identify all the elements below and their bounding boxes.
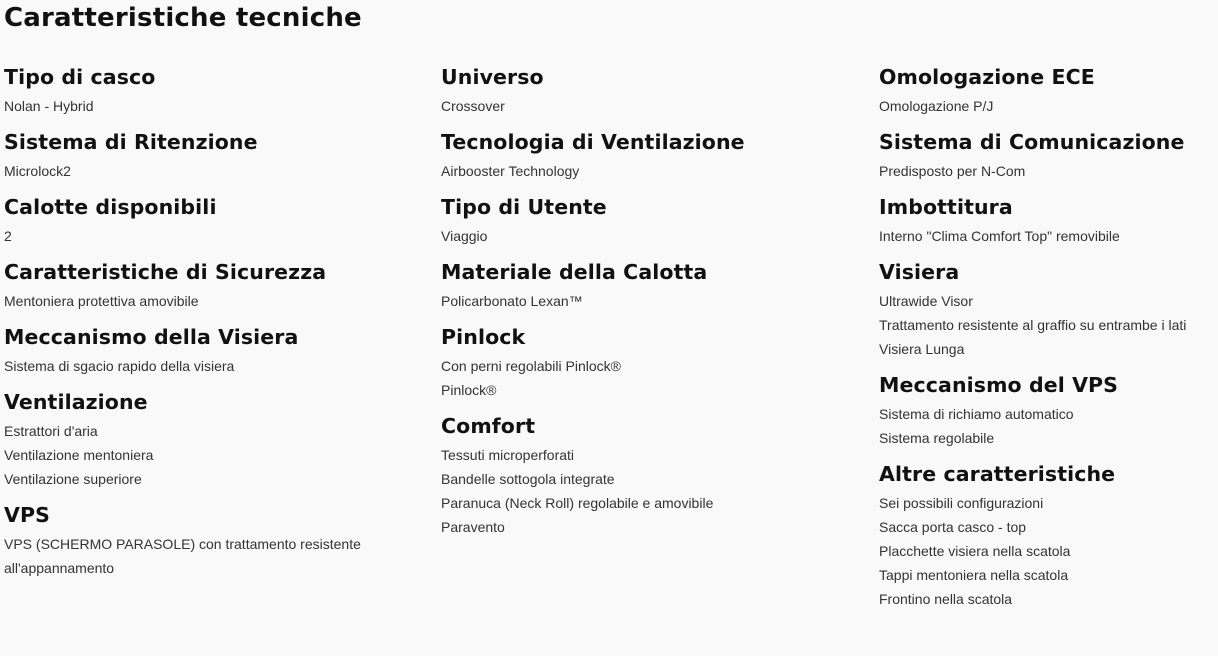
spec-title: Sistema di Ritenzione (4, 130, 258, 154)
spec-title: Tipo di casco (4, 65, 156, 89)
spec-title: Universo (441, 65, 544, 89)
spec-column (879, 62, 1218, 620)
spec-value: Paravento (441, 519, 505, 535)
spec-title: Altre caratteristiche (879, 462, 1116, 486)
spec-column (441, 62, 861, 548)
spec-value: Frontino nella scatola (879, 591, 1013, 607)
spec-section (879, 127, 1218, 183)
spec-title: Caratteristiche di Sicurezza (4, 260, 327, 284)
spec-section (4, 322, 424, 378)
spec-value-list (4, 532, 424, 580)
spec-value: Airbooster Technology (441, 163, 580, 179)
spec-value: Sei possibili configurazioni (879, 495, 1044, 511)
spec-section (4, 127, 424, 183)
spec-value-list (4, 224, 424, 248)
spec-value: Bandelle sottogola integrate (441, 471, 615, 487)
spec-value: Ventilazione superiore (4, 471, 142, 487)
spec-value: Ventilazione mentoniera (4, 447, 154, 463)
spec-value: Sistema regolabile (879, 430, 995, 446)
spec-value-list (879, 224, 1218, 248)
spec-value: Sacca porta casco - top (879, 519, 1027, 535)
spec-column (4, 62, 424, 589)
spec-value-list (441, 224, 861, 248)
spec-section (879, 62, 1218, 118)
spec-value: VPS (SCHERMO PARASOLE) con trattamento resistente (4, 536, 361, 552)
spec-value: Sistema di sgacio rapido della visiera (4, 358, 235, 374)
spec-value-list (4, 94, 424, 118)
spec-value-list (441, 159, 861, 183)
spec-value-list (441, 289, 861, 313)
spec-value-list (879, 289, 1218, 361)
spec-value: Ultrawide Visor (879, 293, 973, 309)
spec-value: Pinlock® (441, 382, 497, 398)
spec-section (441, 192, 861, 248)
spec-title: Omologazione ECE (879, 65, 1095, 89)
spec-title: VPS (4, 503, 50, 527)
spec-section (879, 192, 1218, 248)
spec-section (879, 257, 1218, 361)
spec-value: 2 (4, 228, 12, 244)
spec-section (441, 127, 861, 183)
spec-value: Mentoniera protettiva amovibile (4, 293, 199, 309)
spec-title: Pinlock (441, 325, 526, 349)
spec-value: Crossover (441, 98, 505, 114)
spec-section (441, 411, 861, 539)
spec-value: all'appannamento (4, 560, 115, 576)
spec-value-list (441, 354, 861, 402)
spec-value-list (4, 159, 424, 183)
spec-section (879, 459, 1218, 611)
spec-title: Meccanismo del VPS (879, 373, 1119, 397)
spec-value: Con perni regolabili Pinlock® (441, 358, 621, 374)
spec-value-list (879, 94, 1218, 118)
spec-title: Tipo di Utente (441, 195, 607, 219)
spec-value: Visiera Lunga (879, 341, 965, 357)
spec-value-list (879, 402, 1218, 450)
spec-value: Paranuca (Neck Roll) regolabile e amovibile (441, 495, 714, 511)
spec-title: Ventilazione (4, 390, 148, 414)
spec-section (879, 370, 1218, 450)
spec-section (4, 500, 424, 580)
spec-value: Predisposto per N-Com (879, 163, 1026, 179)
spec-title: Tecnologia di Ventilazione (441, 130, 745, 154)
spec-value: Omologazione P/J (879, 98, 994, 114)
spec-value: Viaggio (441, 228, 488, 244)
spec-value: Sistema di richiamo automatico (879, 406, 1074, 422)
spec-section (4, 257, 424, 313)
spec-value-list (4, 419, 424, 491)
spec-title: Sistema di Comunicazione (879, 130, 1185, 154)
spec-value: Interno "Clima Comfort Top" removibile (879, 228, 1120, 244)
spec-title: Imbottitura (879, 195, 1013, 219)
page-title: Caratteristiche tecniche (4, 3, 362, 33)
spec-title: Visiera (879, 260, 960, 284)
spec-value-list (4, 289, 424, 313)
spec-value: Nolan - Hybrid (4, 98, 94, 114)
spec-value-list (441, 443, 861, 539)
spec-value-list (441, 94, 861, 118)
spec-value: Policarbonato Lexan™ (441, 293, 583, 309)
spec-title: Calotte disponibili (4, 195, 217, 219)
spec-value: Estrattori d'aria (4, 423, 98, 439)
spec-section (4, 62, 424, 118)
spec-value-list (879, 491, 1218, 611)
spec-value: Microlock2 (4, 163, 71, 179)
spec-value: Trattamento resistente al graffio su entrambe i lati (879, 317, 1187, 333)
spec-value-list (879, 159, 1218, 183)
spec-section (4, 387, 424, 491)
spec-section (441, 257, 861, 313)
spec-value: Tessuti microperforati (441, 447, 575, 463)
spec-section (4, 192, 424, 248)
spec-section (441, 62, 861, 118)
spec-section (441, 322, 861, 402)
spec-value-list (4, 354, 424, 378)
spec-value: Tappi mentoniera nella scatola (879, 567, 1069, 583)
spec-title: Meccanismo della Visiera (4, 325, 299, 349)
spec-title: Materiale della Calotta (441, 260, 708, 284)
spec-title: Comfort (441, 414, 536, 438)
spec-value: Placchette visiera nella scatola (879, 543, 1071, 559)
